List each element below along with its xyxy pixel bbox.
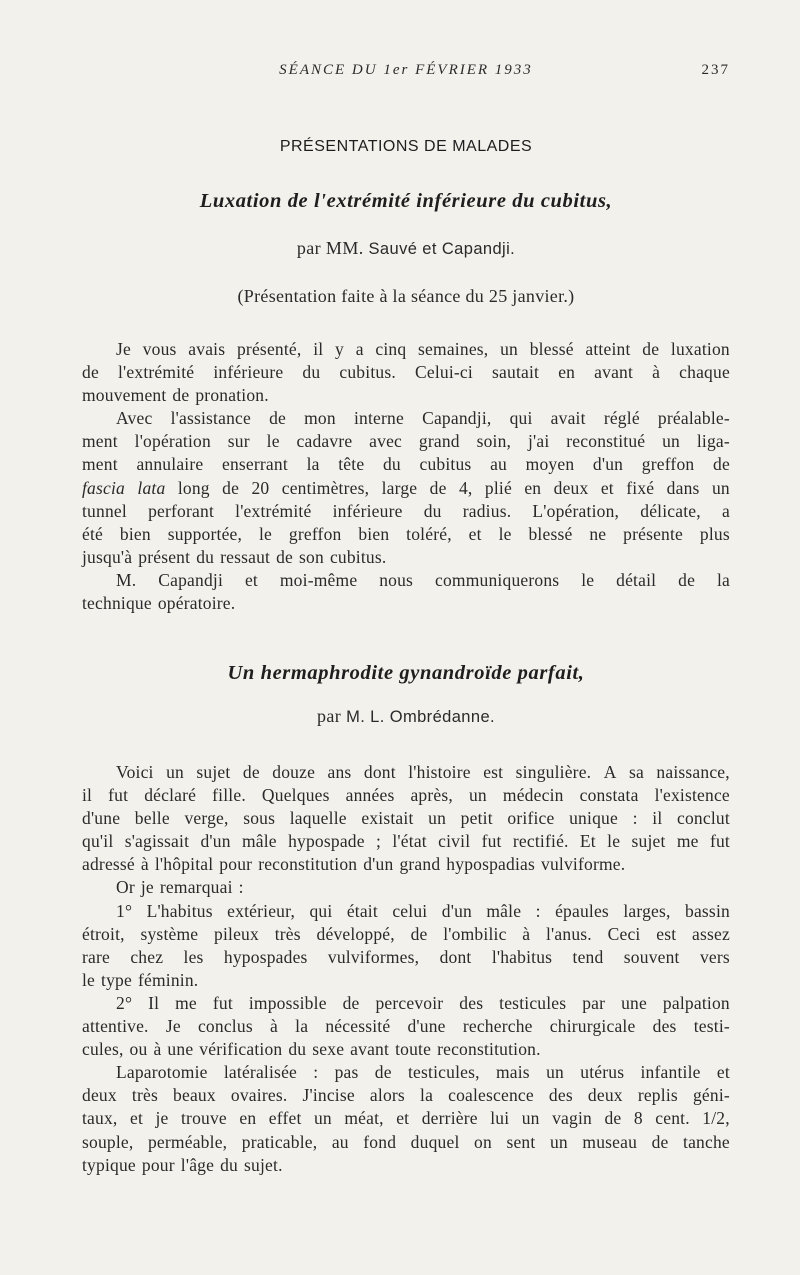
- byline-prefix: par MM.: [296, 238, 364, 258]
- text-line: fascia lata long de 20 centimètres, large de 4, plié en deux et fixé dans un: [82, 477, 730, 498]
- presentation-note: (Présentation faite à la séance du 25 janvier.): [237, 286, 575, 306]
- text-line: adressé à l'hôpital pour reconstitution d'un grand hypospadias vulviforme.: [82, 854, 626, 875]
- text-line: typique pour l'âge du sujet.: [82, 1154, 283, 1175]
- text-line: souple, perméable, praticable, au fond duquel on sent un museau de tanche: [82, 1131, 730, 1152]
- running-head: [82, 62, 730, 84]
- text-line: d'une belle verge, sous laquelle existait un petit orifice unique : il conclut: [82, 808, 730, 829]
- paragraph: [82, 876, 730, 899]
- text-line: Laparotomie latéralisée : pas de testicules, mais un utérus infantile et: [116, 1062, 730, 1083]
- text-line: Voici un sujet de douze ans dont l'histoire est singulière. A sa naissance,: [116, 762, 730, 782]
- byline-authors: Sauvé et Capandji.: [368, 240, 516, 258]
- text-line: deux très beaux ovaires. J'incise alors la coalescence des deux replis géni-: [82, 1085, 730, 1106]
- paragraph: [82, 338, 730, 407]
- paragraph: [82, 992, 730, 1061]
- text-line: 2° Il me fut impossible de percevoir des testicules par une palpation: [116, 992, 730, 1013]
- text-line: tunnel perforant l'extrémité inférieure du radius. L'opération, délicate, a: [82, 500, 730, 521]
- text-line: technique opératoire.: [82, 593, 236, 614]
- byline: [82, 706, 730, 727]
- text-line: rare chez les hypospades vulviformes, dont l'habitus tend souvent vers: [82, 946, 730, 967]
- paragraph: [82, 407, 730, 569]
- paragraph: [82, 761, 730, 876]
- page-number: 237: [701, 62, 730, 78]
- paragraph: [82, 569, 730, 615]
- article-title: Un hermaphrodite gynandroïde parfait,: [227, 662, 585, 684]
- article-body: [82, 761, 730, 1177]
- text-line: taux, et je trouve en effet un méat, et derrière lui un vagin de 8 cent. 1/2,: [82, 1108, 730, 1129]
- text-line: qu'il s'agissait d'un mâle hypospade ; l'état civil fut rectifié. Et le sujet me fut: [82, 831, 730, 852]
- paragraph: [82, 1061, 730, 1176]
- text-line: Avec l'assistance de mon interne Capandji, qui avait réglé préalable-: [116, 408, 730, 429]
- byline-authors: M. L. Ombrédanne.: [346, 708, 496, 726]
- text-line: ment annulaire enserrant la tête du cubitus au moyen d'un greffon de: [82, 454, 730, 475]
- paragraph: [82, 900, 730, 992]
- text-line: mouvement de pronation.: [82, 385, 269, 406]
- text-line: Je vous avais présenté, il y a cinq semaines, un blessé atteint de luxation: [116, 339, 730, 359]
- text-line: le type féminin.: [82, 969, 199, 990]
- text-line: Or je remarquai :: [116, 877, 244, 898]
- text-line: 1° L'habitus extérieur, qui était celui d'un mâle : épaules larges, bassin: [116, 900, 730, 921]
- text-line: cules, ou à une vérification du sexe avant toute reconstitution.: [82, 1039, 541, 1060]
- text-line: jusqu'à présent du ressaut de son cubitus.: [82, 546, 387, 567]
- section-heading: PRÉSENTATIONS DE MALADES: [279, 138, 533, 155]
- running-title: SÉANCE DU 1er FÉVRIER 1933: [279, 62, 533, 78]
- text-line: M. Capandji et moi-même nous communiquerons le détail de la: [116, 569, 730, 590]
- text-line: il fut déclaré fille. Quelques années après, un médecin constata l'existence: [82, 785, 730, 806]
- text-line: étroit, système pileux très développé, de l'ombilic à l'anus. Ceci est assez: [82, 923, 730, 944]
- byline-prefix: par: [316, 706, 342, 726]
- text-line: de l'extrémité inférieure du cubitus. Celui-ci sautait en avant à chaque: [82, 362, 730, 383]
- text-line: été bien supportée, le greffon bien toléré, et le blessé ne présente plus: [82, 523, 730, 544]
- text-line: attentive. Je conclus à la nécessité d'une recherche chirurgicale des testi-: [82, 1016, 730, 1037]
- article-body: [82, 338, 730, 615]
- byline: [82, 238, 730, 259]
- text-line: ment l'opération sur le cadavre avec grand soin, j'ai reconstitué un liga-: [82, 431, 730, 452]
- article-title: Luxation de l'extrémité inférieure du cubitus,: [199, 190, 613, 212]
